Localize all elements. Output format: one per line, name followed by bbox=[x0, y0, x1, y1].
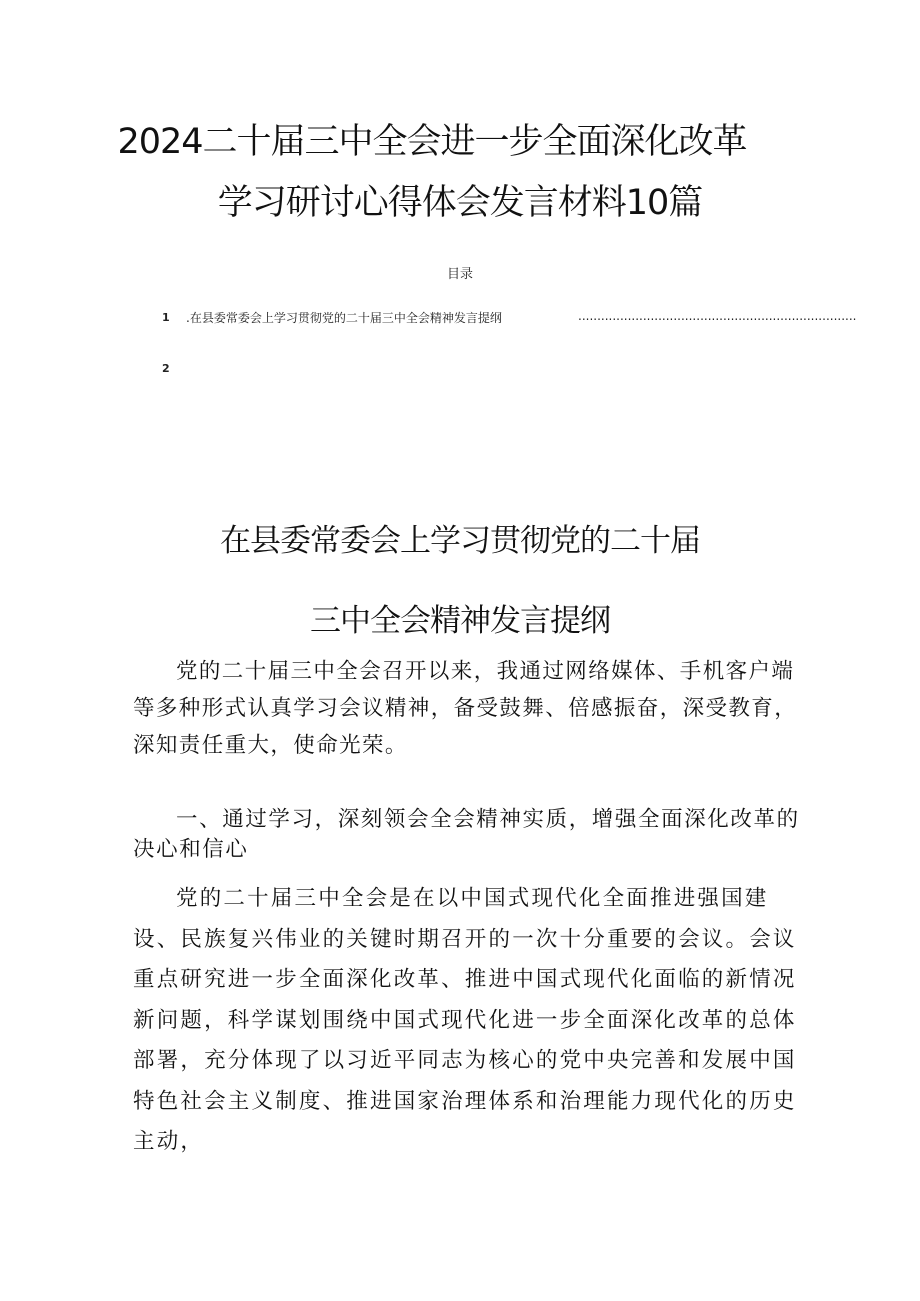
toc-item-1-link[interactable]: .在县委常委会上学习贯彻党的二十届三中全会精神发言提纲 bbox=[186, 311, 502, 325]
section-heading-1: 一、通过学习，深刻领会全会精神实质，增强全面深化改革的决心和信心 bbox=[133, 807, 800, 862]
document-title-line-2: 学习研讨心得体会发言材料10篇 bbox=[217, 183, 703, 223]
body-paragraph-1: 党的二十届三中全会召开以来，我通过网络媒体、手机客户端等多种形式认真学习会议精神，备受鼓舞、倍感振奋，深受教育，深知责任重大，使命光荣。 bbox=[133, 659, 798, 758]
body-paragraph-2: 党的二十届三中全会是在以中国式现代化全面推进强国建设、民族复兴伟业的关键时期召开的一次十分重要的会议。会议重点研究进一步全面深化改革、推进中国式现代化面临的新情况新问题，科学谋划围绕中国式现代化进一步全面深化改革的总体部署，充分体现了以习近平同志为核心的党中央完善和发展中国特色社会主义制度、推进国家治理体系和治理能力现代化的历史主动， bbox=[133, 886, 797, 1154]
toc-item-1-leader: ......................................................................... bbox=[578, 309, 857, 323]
toc-heading: 目录 bbox=[446, 267, 473, 282]
toc-item-2-number: 2 bbox=[162, 362, 170, 375]
section-title-line-1: 在县委常委会上学习贯彻党的二十届 bbox=[220, 523, 700, 559]
section-title-line-2: 三中全会精神发言提纲 bbox=[310, 603, 610, 639]
toc-item-1-number: 1 bbox=[162, 311, 170, 324]
document-title-line-1: 2024二十届三中全会进一步全面深化改革 bbox=[117, 122, 747, 162]
